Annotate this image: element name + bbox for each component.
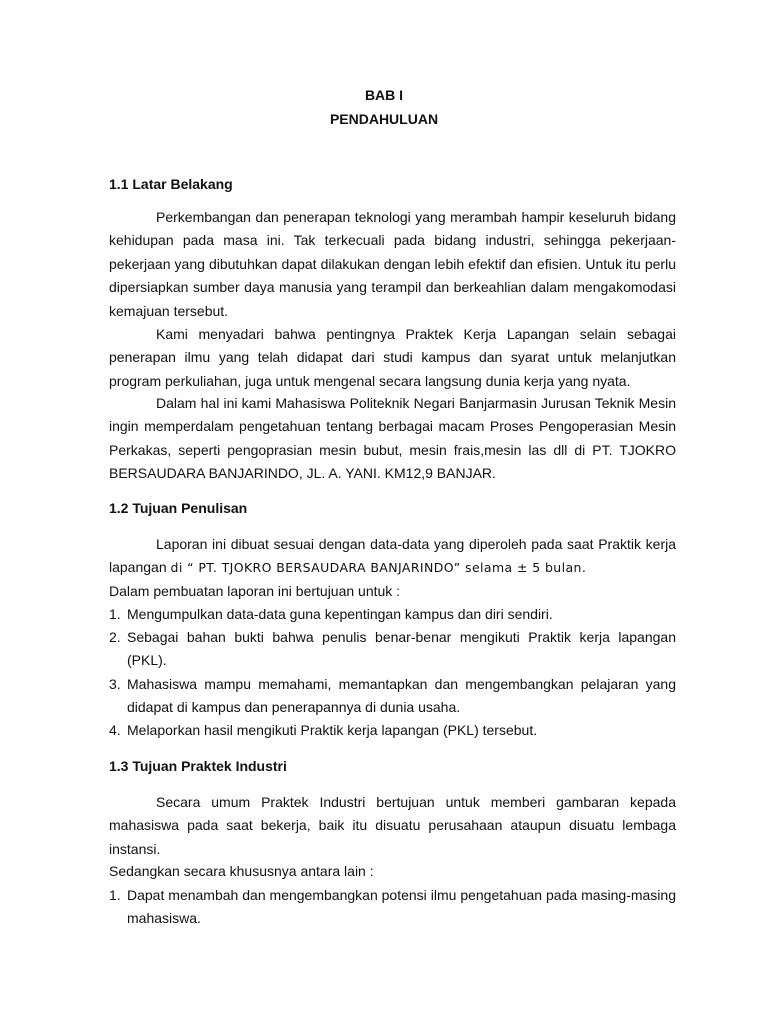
list-item [109,884,676,931]
chapter-title: PENDAHULUAN [329,111,439,127]
list-item-number: 4. [109,722,121,738]
list-intro-tujuan-industri: Sedangkan secara khususnya antara lain : [109,863,374,879]
list-item [109,603,676,626]
section-heading-latar-belakang: 1.1 Latar Belakang [109,176,233,192]
list-item-number: 3. [109,676,121,692]
list-item [109,719,676,742]
paragraph-latar-1: Perkembangan dan penerapan teknologi yang merambah hampir keseluruh bidang kehidupan pada masa ini. Tak terkecuali pada bidang industri, sehingga pekerjaan-pekerjaan yang dibutuhkan dapat dilakukan dengan lebih efektif dan efisien. Untuk itu perlu dipersiapkan sumber daya manusia yang terampil dan berkeahlian dalam mengakomodasi kemajuan tersebut. [109,209,676,319]
list-item-text: Mahasiswa mampu memahami, memantapkan dan mengembangkan pelajaran yang didapat di kampus dan penerapannya di dunia usaha. [127,676,676,716]
paragraph-tujuan-penulisan [109,533,676,580]
chapter-number: BAB I [364,87,404,103]
list-item [109,626,676,673]
list-item-number: 1. [109,606,121,622]
list-item-text: Sebagai bahan bukti bahwa penulis benar-benar mengikuti Praktik kerja lapangan (PKL). [127,629,676,669]
paragraph-tujuan-penulisan-text: Laporan ini dibuat sesuai dengan data-data yang diperoleh pada saat Praktik kerja lapangan [109,536,676,576]
section-heading-tujuan-penulisan: 1.2 Tujuan Penulisan [109,500,248,516]
paragraph-latar-3: Dalam hal ini kami Mahasiswa Politeknik Negari Banjarmasin Jurusan Teknik Mesin ingin memperdalam pengetahuan tentang berbagai macam Proses Pengoperasian Mesin Perkakas, seperti pengoprasian mesin bubut, mesin frais,mesin las dll di PT. TJOKRO BERSAUDARA BANJARINDO, JL. A. YANI. KM12,9 BANJAR. [109,395,676,482]
paragraph-tujuan-penulisan-company: di “ PT. TJOKRO BERSAUDARA BANJARINDO” selama ± 5 bulan. [170,560,587,576]
section-heading-tujuan-praktek-industri: 1.3 Tujuan Praktek Industri [109,758,287,774]
list-item-text: Dapat menambah dan mengembangkan potensi ilmu pengetahuan pada masing-masing mahasiswa. [127,887,676,927]
list-item-text: Mengumpulkan data-data guna kepentingan kampus dan diri sendiri. [127,606,553,622]
list-item-number: 1. [109,887,121,903]
list-item-text: Melaporkan hasil mengikuti Praktik kerja lapangan (PKL) tersebut. [127,722,538,738]
list-item-number: 2. [109,629,121,645]
paragraph-tujuan-industri: Secara umum Praktek Industri bertujuan untuk memberi gambaran kepada mahasiswa pada saat bekerja, baik itu disuatu perusahaan ataupun disuatu lembaga instansi. [109,794,676,857]
list-intro-tujuan-penulisan: Dalam pembuatan laporan ini bertujuan untuk : [109,583,401,599]
list-item [109,673,676,720]
paragraph-latar-2: Kami menyadari bahwa pentingnya Praktek Kerja Lapangan selain sebagai penerapan ilmu yang telah didapat dari studi kampus dan syarat untuk melanjutkan program perkuliahan, juga untuk mengenal secara langsung dunia kerja yang nyata. [109,326,676,389]
